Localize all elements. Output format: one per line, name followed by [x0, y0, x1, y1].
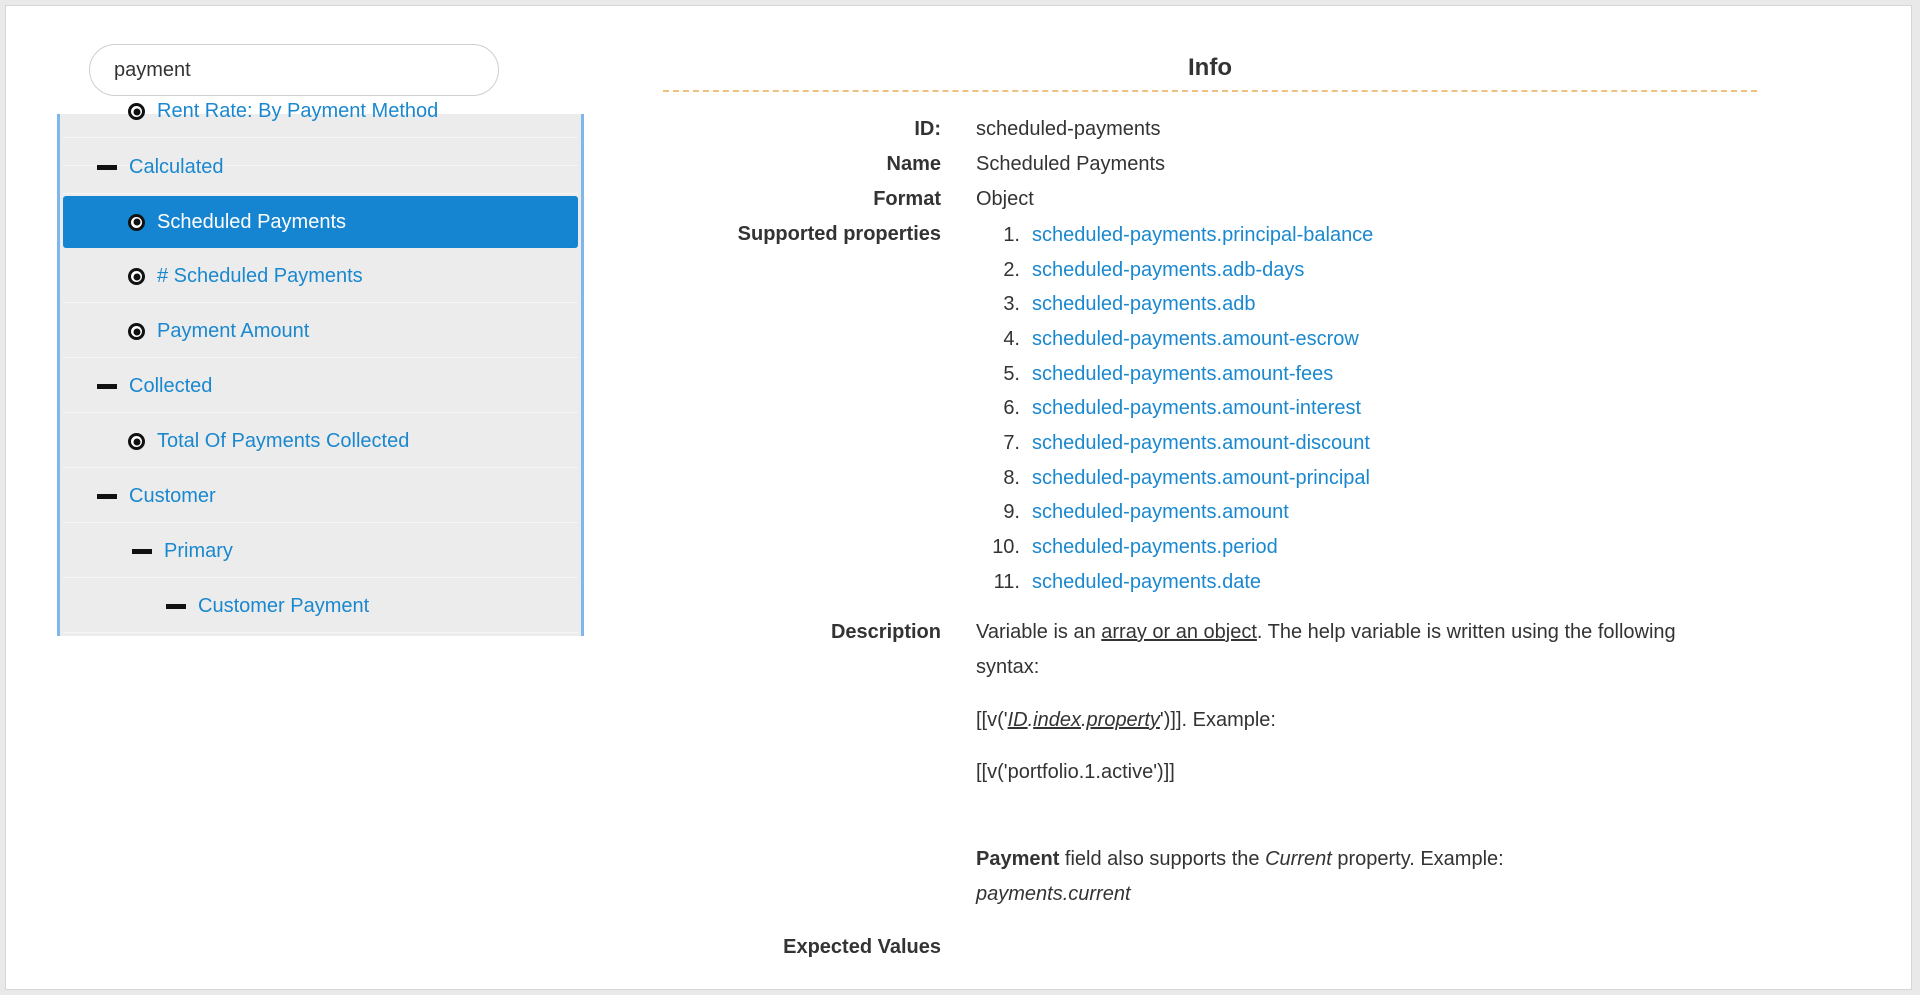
radio-icon	[128, 433, 145, 450]
syntax-part: .	[1080, 709, 1087, 731]
tree-item-label: Primary	[164, 540, 233, 562]
collapse-icon[interactable]	[97, 494, 117, 499]
payment-note	[976, 842, 1696, 912]
syntax-text	[976, 703, 1696, 738]
syntax-part: ')]]. Example:	[1159, 709, 1276, 731]
tree-group-customer[interactable]	[63, 471, 578, 523]
tree-item-label: Customer Payment	[198, 595, 370, 617]
collapse-icon[interactable]	[166, 604, 186, 609]
description-text-part: Variable is an	[976, 621, 1102, 643]
item-number: 7.	[1003, 431, 1020, 454]
property-link[interactable]: scheduled-payments.adb-days	[1032, 258, 1305, 281]
tree-item-label: Customer	[129, 485, 216, 507]
item-number: 11.	[993, 570, 1020, 593]
description-text-part: . The help variable is written using the following syntax:	[976, 621, 1676, 678]
property-link[interactable]: scheduled-payments.amount-escrow	[1032, 327, 1359, 350]
item-number: 5.	[1003, 362, 1020, 385]
tree-group-calculated[interactable]	[63, 142, 578, 194]
property-link[interactable]: scheduled-payments.amount-fees	[1032, 362, 1334, 385]
info-divider	[663, 90, 1757, 92]
name-label: Name	[886, 153, 941, 175]
tree-item-label: Total Of Payments Collected	[157, 430, 410, 452]
expected-values-label: Expected Values	[783, 936, 941, 958]
property-link[interactable]: scheduled-payments.amount-discount	[1032, 431, 1370, 454]
item-number: 4.	[1003, 327, 1020, 350]
list-item	[976, 287, 1373, 322]
note-part: field also supports the	[1059, 848, 1266, 870]
list-item	[976, 530, 1373, 565]
list-item	[976, 391, 1373, 426]
window	[5, 5, 1912, 990]
tree-item-label: Collected	[129, 375, 213, 397]
tree-item-label: # Scheduled Payments	[157, 265, 363, 287]
tree-group-customer-payment[interactable]	[63, 581, 578, 633]
format-label: Format	[873, 188, 941, 210]
name-value: Scheduled Payments	[976, 153, 1166, 175]
syntax-index: index	[1033, 709, 1081, 731]
tree-item-payment-amount[interactable]	[63, 306, 578, 358]
supported-properties-list	[976, 218, 1373, 600]
format-value: Object	[976, 188, 1034, 210]
tree-item-total-payments-collected[interactable]	[63, 416, 578, 468]
syntax-id: ID	[1007, 709, 1028, 731]
item-number: 6.	[1003, 397, 1020, 420]
collapse-icon[interactable]	[97, 384, 117, 389]
item-number: 2.	[1003, 258, 1020, 281]
note-part: Payment	[976, 848, 1060, 870]
item-number: 9.	[1003, 501, 1020, 524]
list-item	[976, 461, 1373, 496]
list-item	[976, 253, 1373, 288]
syntax-part: [[v('	[976, 709, 1008, 731]
property-link[interactable]: scheduled-payments.adb	[1032, 293, 1256, 316]
property-link[interactable]: scheduled-payments.date	[1032, 570, 1262, 593]
list-item	[976, 426, 1373, 461]
list-item	[976, 322, 1373, 357]
radio-icon	[128, 268, 145, 285]
tree-item-label: Calculated	[129, 156, 224, 178]
property-link[interactable]: scheduled-payments.principal-balance	[1032, 223, 1374, 246]
note-example: payments.current	[976, 883, 1131, 905]
description-label: Description	[830, 621, 941, 643]
property-link[interactable]: scheduled-payments.amount	[1032, 501, 1289, 524]
supported-properties-label: Supported properties	[737, 223, 941, 245]
list-item	[976, 565, 1373, 600]
item-number: 8.	[1003, 466, 1020, 489]
list-item	[976, 496, 1373, 531]
item-number: 1.	[1003, 223, 1020, 246]
tree-group-primary[interactable]	[63, 526, 578, 578]
tree-item-label: Payment Amount	[157, 320, 310, 342]
variable-tree[interactable]	[57, 100, 584, 636]
tree-item-label: Scheduled Payments	[157, 210, 347, 233]
array-or-object-link[interactable]: array or an object	[1101, 621, 1257, 643]
item-number: 10.	[992, 536, 1020, 559]
list-item	[976, 357, 1373, 392]
info-title: Info	[1188, 54, 1232, 81]
tree-item-count-scheduled-payments[interactable]	[63, 251, 578, 303]
example-text: [[v('portfolio.1.active')]]	[976, 761, 1175, 783]
property-link[interactable]: scheduled-payments.amount-principal	[1032, 466, 1370, 489]
property-link[interactable]: scheduled-payments.amount-interest	[1032, 397, 1362, 420]
tree-item-scheduled-payments[interactable]	[63, 196, 578, 248]
property-link[interactable]: scheduled-payments.period	[1032, 536, 1278, 559]
note-part: property. Example:	[1331, 848, 1504, 870]
id-label: ID:	[914, 118, 941, 140]
syntax-part: .	[1027, 709, 1034, 731]
syntax-property: property	[1086, 709, 1160, 731]
radio-icon	[128, 323, 145, 340]
collapse-icon[interactable]	[97, 165, 117, 170]
item-number: 3.	[1003, 293, 1020, 316]
collapse-icon[interactable]	[132, 549, 152, 554]
note-part: Current	[1265, 848, 1332, 870]
id-value: scheduled-payments	[976, 118, 1161, 140]
tree-group-collected[interactable]	[63, 361, 578, 413]
tree-item-label: Rent Rate: By Payment Method	[157, 100, 439, 122]
radio-icon	[128, 214, 145, 231]
description-text	[976, 615, 1696, 685]
list-item	[976, 218, 1373, 253]
